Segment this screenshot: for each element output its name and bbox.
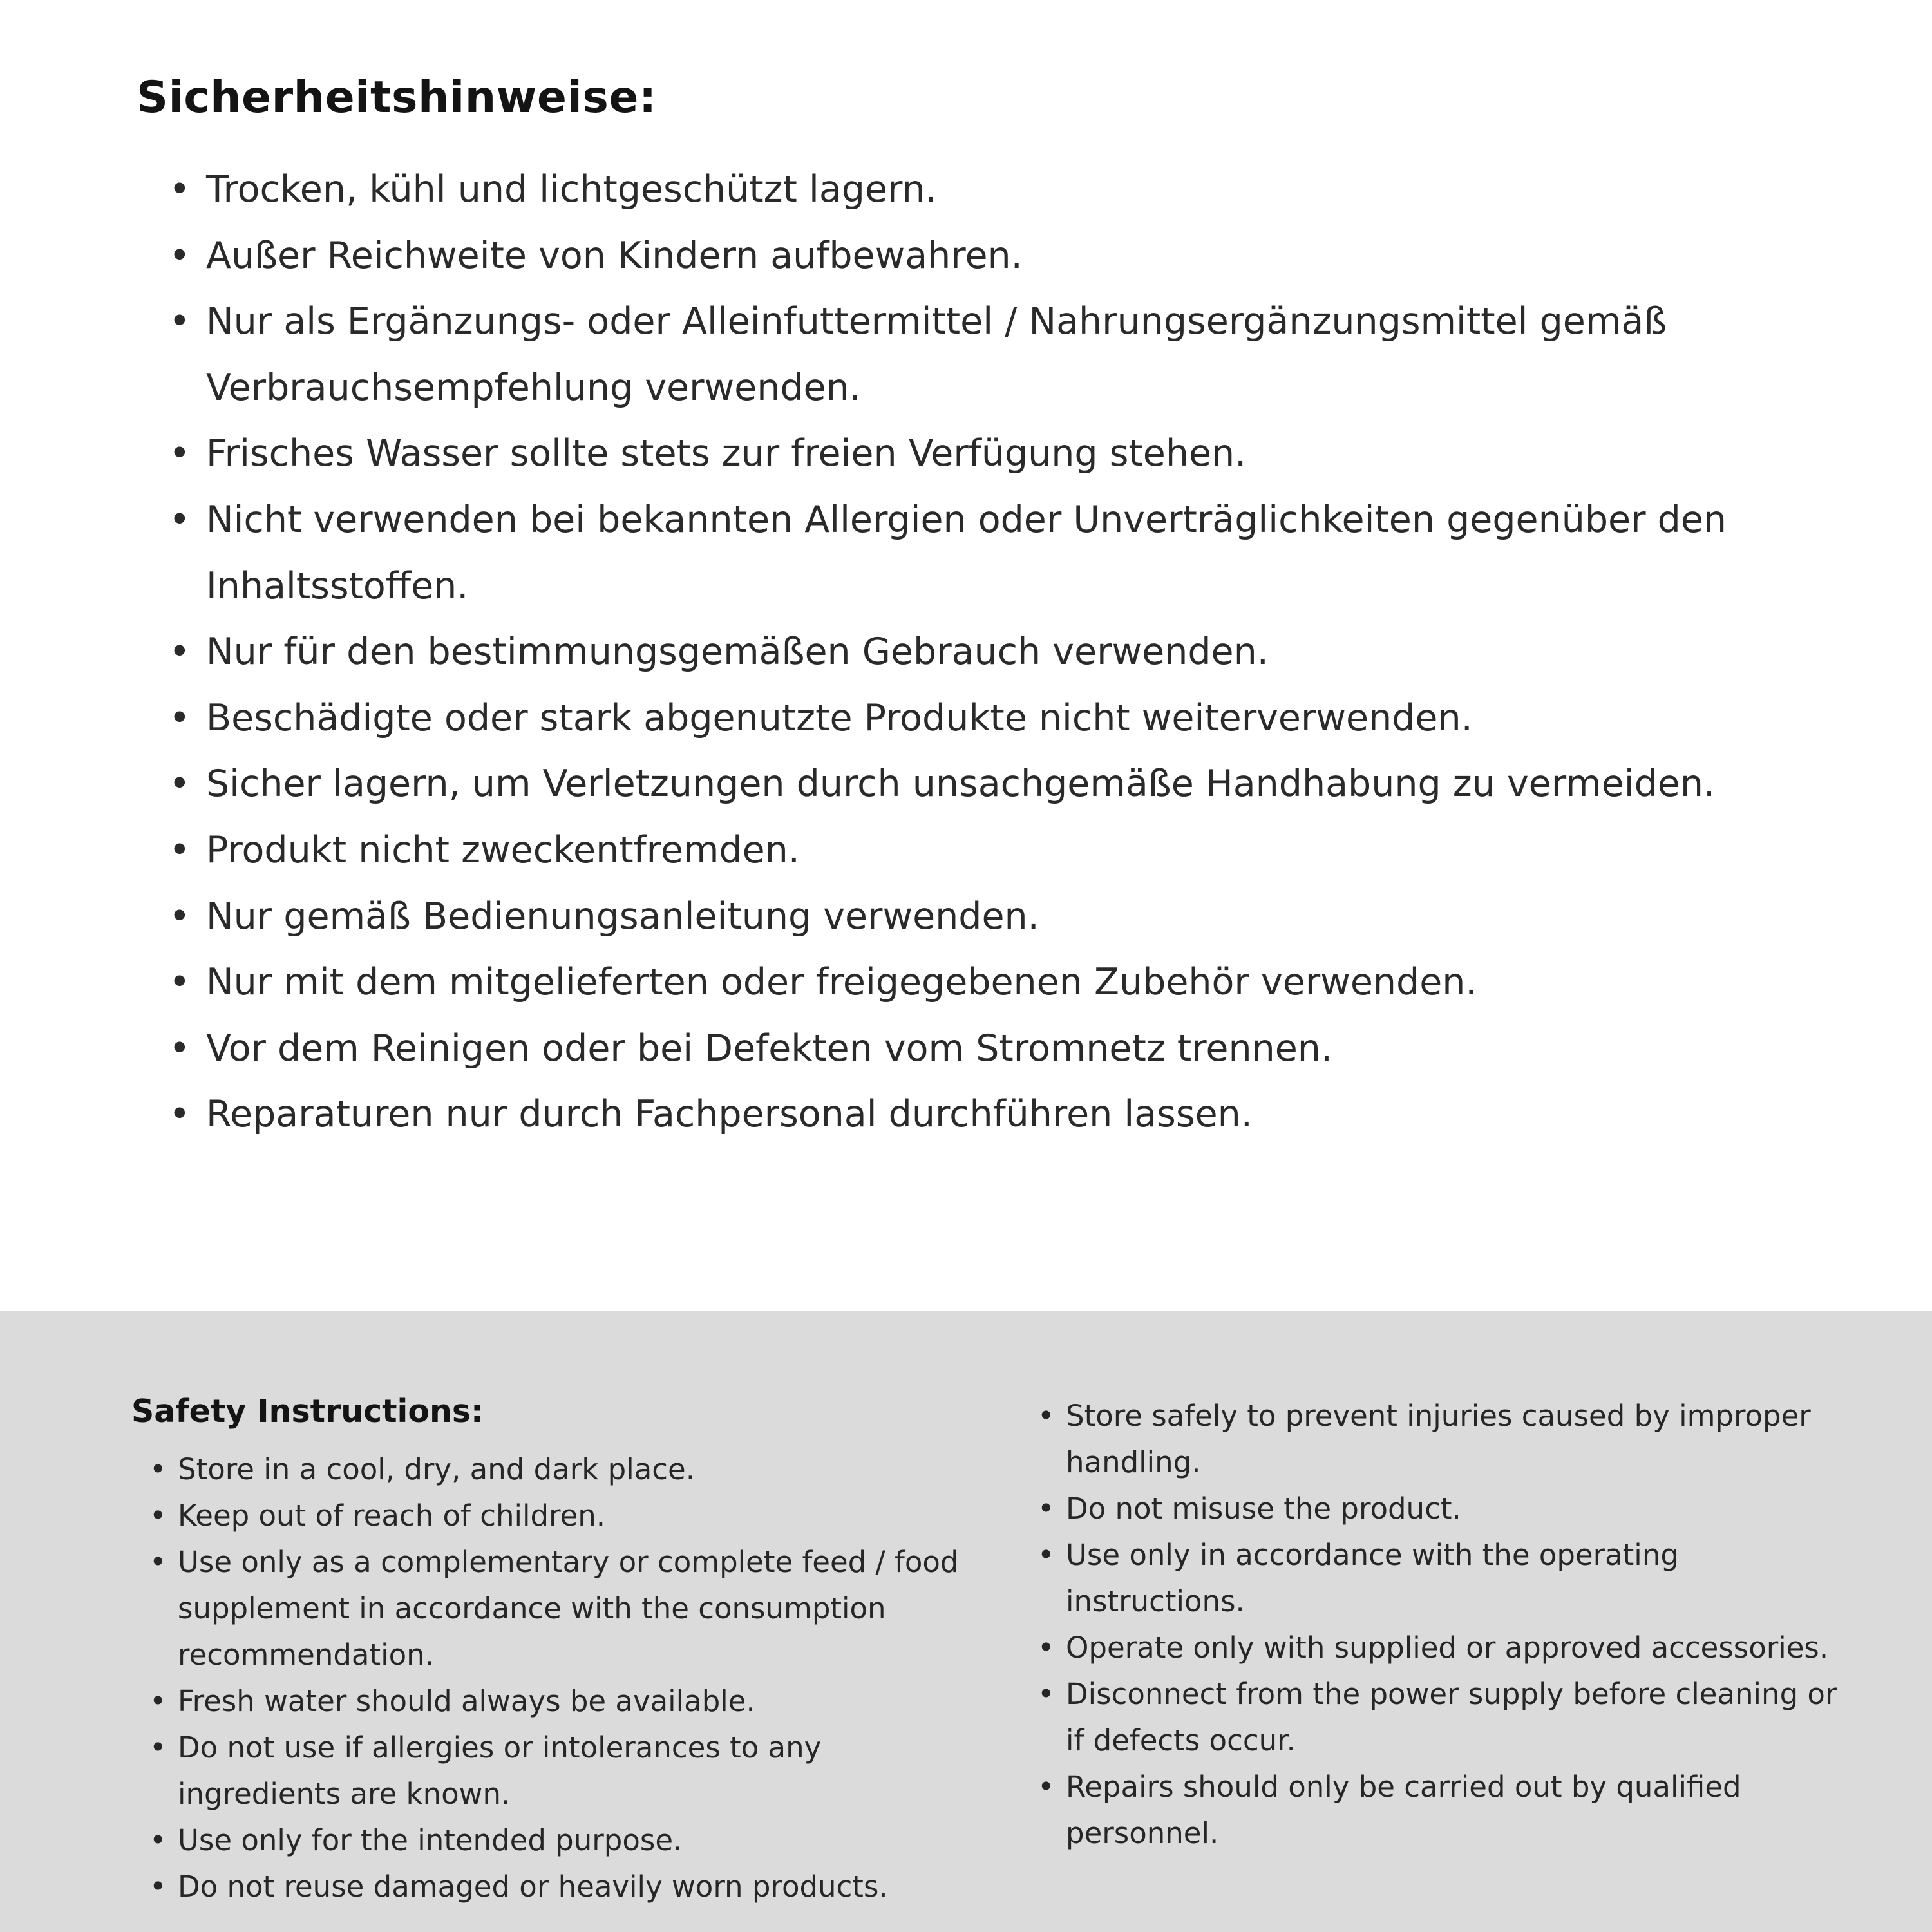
english-list-item: • Use only for the intended purpose. (149, 1817, 993, 1864)
german-list-item: • Nur als Ergänzungs- oder Alleinfuttermittel / Nahrungsergänzungsmittel gemäß Verbrauchsempfehlung verwenden. (169, 289, 1816, 421)
english-list-item: • Repairs should only be carried out by qualified personnel. (1037, 1764, 1842, 1857)
german-list-item: • Nur mit dem mitgelieferten oder freigegebenen Zubehör verwenden. (169, 949, 1816, 1016)
english-list-item: • Disconnect from the power supply before cleaning or if defects occur. (1037, 1671, 1842, 1764)
german-list-item: • Trocken, kühl und lichtgeschützt lagern. (169, 156, 1816, 223)
german-list-item: • Sicher lagern, um Verletzungen durch unsachgemäße Handhabung zu vermeiden. (169, 751, 1816, 817)
german-list-item: • Produkt nicht zweckentfremden. (169, 817, 1816, 884)
german-list-item: • Nur gemäß Bedienungsanleitung verwenden. (169, 884, 1816, 950)
german-list-item: • Nicht verwenden bei bekannten Allergien oder Unverträglichkeiten gegenüber den Inhaltsstoffen. (169, 487, 1816, 619)
english-list-item: • Use only in accordance with the operating instructions. (1037, 1532, 1842, 1625)
english-right-column (1037, 1393, 1842, 1857)
english-list-item: • Do not misuse the product. (1037, 1486, 1842, 1532)
english-instruction-list-right (1037, 1393, 1842, 1857)
english-list-item: • Do not use if allergies or intolerances to any ingredients are known. (149, 1725, 993, 1817)
english-list-item: • Fresh water should always be available. (149, 1678, 993, 1725)
english-left-column (131, 1393, 998, 1910)
english-section (0, 1311, 1932, 1932)
english-list-item: • Store in a cool, dry, and dark place. (149, 1446, 993, 1493)
german-list-item: • Reparaturen nur durch Fachpersonal durchführen lassen. (169, 1081, 1816, 1148)
german-list-item: • Nur für den bestimmungsgemäßen Gebrauch verwenden. (169, 619, 1816, 685)
english-list-item: • Use only as a complementary or complete feed / food supplement in accordance with the consumption recommendation. (149, 1539, 993, 1678)
german-instruction-list (137, 156, 1816, 1148)
german-list-item: • Vor dem Reinigen oder bei Defekten vom Stromnetz trennen. (169, 1016, 1816, 1082)
english-instruction-list-left (149, 1446, 993, 1910)
german-section-title: Sicherheitshinweise: (137, 72, 657, 123)
english-list-item: • Store safely to prevent injuries caused by improper handling. (1037, 1393, 1842, 1486)
german-list-item: • Außer Reichweite von Kindern aufbewahren. (169, 223, 1816, 289)
german-list-item: • Beschädigte oder stark abgenutzte Produkte nicht weiterverwenden. (169, 685, 1816, 752)
english-list-item: • Operate only with supplied or approved accessories. (1037, 1625, 1842, 1671)
english-section-title: Safety Instructions: (131, 1393, 484, 1430)
german-list-item: • Frisches Wasser sollte stets zur freien Verfügung stehen. (169, 421, 1816, 487)
english-list-item: • Do not reuse damaged or heavily worn products. (149, 1864, 993, 1910)
english-list-item: • Keep out of reach of children. (149, 1493, 993, 1539)
